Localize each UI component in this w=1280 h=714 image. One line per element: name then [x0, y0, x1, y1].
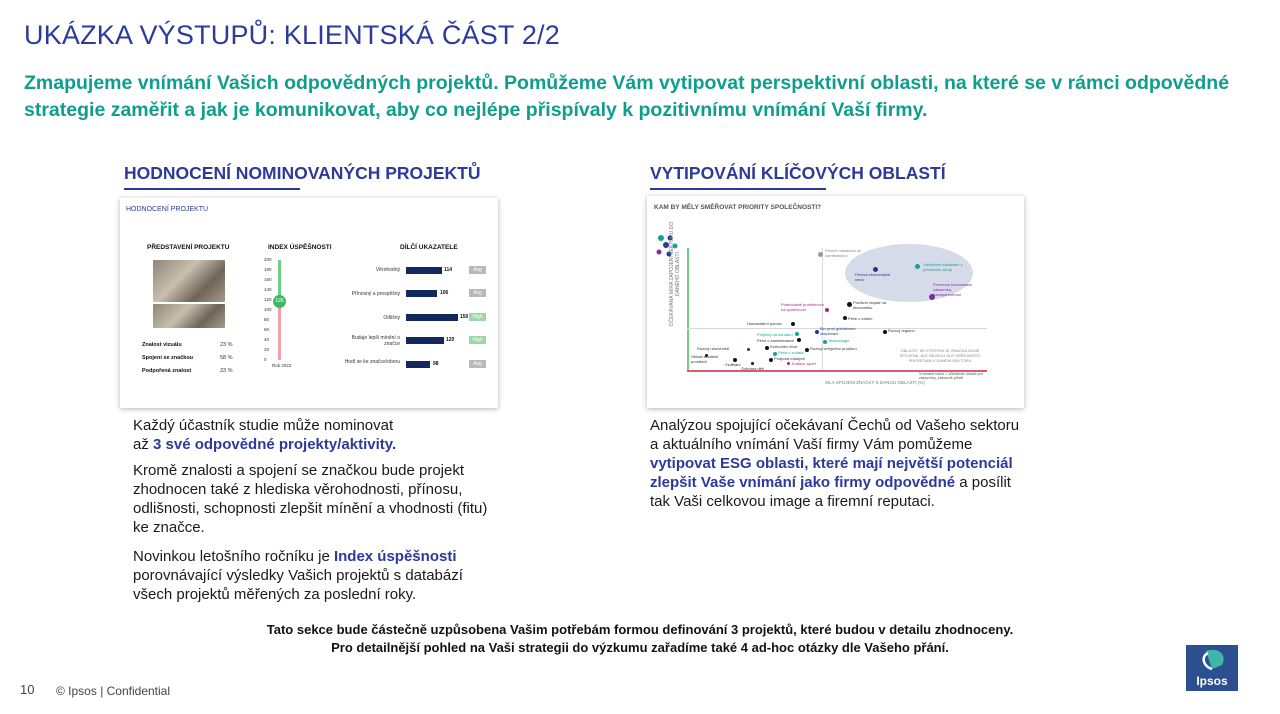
stat-value: 58 % [220, 355, 233, 361]
scatter-label: Pozitivní dopad na ekonomiku [853, 300, 886, 310]
axis-tick: 20 [264, 347, 270, 352]
axis-tick: 200 [264, 257, 272, 262]
slide-subtitle: Zmapujeme vnímání Vašich odpovědných projektů. Pomůžeme Vám vytipovat perspektivní oblasti, na které se v rámci odpovědné strategie zaměřit a jak je komunikovat, aby co nejlépe přispívaly k pozitivnímu vnímání Vaší firmy. [24, 72, 1230, 121]
scatter-label: Prevence komunikace zákazníka, transparentnost [933, 282, 973, 297]
project-evaluation-card [120, 198, 498, 408]
axis-tick: 40 [264, 337, 270, 342]
page-number: 10 [20, 682, 35, 697]
stat-label: Spojení se značkou [142, 355, 194, 361]
p3-prefix: Novinkou letošního ročníku je [133, 548, 334, 565]
scatter-label: Péče o zaměstnance [757, 338, 795, 343]
axis-tick: 180 [264, 267, 272, 272]
corner-note: OBLASTI, SE KTERÝMI JE ZNAČKA SILNĚ SPOJENA, ALE NEJSOU DLE VEŘEJNOSTI PRIORITAMI V DANÉM SEKTORU [899, 348, 981, 363]
indicator-label: Hodí se ke značce/oboru [344, 359, 400, 365]
slide-title: UKÁZKA VÝSTUPŮ: KLIENTSKÁ ČÁST 2/2 [24, 20, 560, 50]
indicator-bar [406, 361, 430, 368]
indicator-value: 98 [433, 361, 439, 367]
right-p-suffix: a posílit tak Vaši celkovou image a firemní reputaci. [650, 474, 1011, 510]
col-project-intro: PŘEDSTAVENÍ PROJEKTU [147, 244, 230, 251]
p1-prefix: až [133, 436, 154, 453]
scatter-label: Péče o zdraví [848, 316, 873, 321]
left-section-heading: HODNOCENÍ NOMINOVANÝCH PROJEKTŮ [124, 163, 481, 183]
scatter-label: Oblast sociálně prostředí [691, 354, 719, 364]
scatter-label: Bio prod globálnímu oteplování [820, 326, 856, 336]
axis-tick: 60 [264, 327, 270, 332]
gauge-low-segment [278, 308, 281, 360]
indicator-bar [406, 267, 442, 274]
footer-confidential: © Ipsos | Confidential [56, 684, 171, 698]
index-caption: Rok 2022 [272, 363, 292, 368]
scatter-label: Rozvoj veřejného prostoru [810, 346, 857, 351]
axis-tick: 0 [264, 357, 267, 362]
axis-tick: 120 [264, 297, 272, 302]
indicator-value: 106 [440, 290, 449, 296]
scatter-label: Udržitelné nakládání s přírodními zdroji [923, 262, 963, 272]
x-axis-label: SÍLA SPOJENÍ ZNAČKY S DANOU OBLASTÍ (%) [825, 380, 925, 385]
scatter-label: Vzdělání [725, 362, 741, 367]
right-p-highlight: vytipovat ESG oblasti, které mají největší potenciál zlepšit Vaše vnímání jako firmy odpovědné [650, 455, 1013, 491]
col-sub-indicators: DÍLČÍ UKAZATELE [400, 244, 458, 251]
scatter-point [818, 252, 823, 257]
scatter-point [843, 316, 847, 320]
indicator-badge: High [469, 313, 486, 321]
indicator-label: Odlišný [383, 315, 400, 321]
scatter-label: Podpora mladých [774, 356, 806, 361]
indicator-badge: Avg [469, 289, 486, 297]
indicator-label: Přínosný a prospěšný [351, 291, 400, 297]
scatter-point [847, 302, 852, 307]
scatter-label: Péče o zvířata [778, 350, 804, 355]
indicator-label: Buduje lepší mínění o značce [351, 335, 400, 347]
scatter-point [797, 338, 801, 342]
indicator-badge: Avg [469, 266, 486, 274]
scatter-label: Férové nakládání se zaměstnanci [825, 248, 862, 258]
y-axis-green [687, 248, 689, 370]
indicator-bar [406, 290, 437, 297]
stat-value: 33 % [220, 368, 233, 374]
scatter-label: Projekty na ochranu [757, 332, 793, 337]
scatter-point [787, 362, 790, 365]
left-paragraph-2: Kromě znalosti a spojení se značkou bude projekt zhodnocen také z hlediska věrohodnosti, přínosu, odlišnosti, schopnosti zlepšit mínění a vhodnosti (fitu) ke značce. [133, 462, 488, 536]
indicator-badge: Avg [469, 360, 486, 368]
project-photo-2 [153, 304, 225, 328]
indicator-value: 150 [460, 314, 469, 320]
indicator-label: Věrohodný [375, 267, 400, 273]
scatter-label: Ochrana dětí [741, 366, 765, 371]
ipsos-logo [1186, 645, 1238, 691]
left-paragraph-1 [133, 416, 503, 454]
legend-note: Vnímané riziko = důležitost oblasti pro zákazníky, zákazník příště [919, 372, 984, 380]
stat-value: 23 % [220, 342, 233, 348]
note-line-2: Pro detailnější pohled na Vaši strategii do výzkumu zařadíme také 4 ad-hoc otázky dle Vašeho přání. [331, 640, 949, 655]
project-photo-1 [153, 260, 225, 302]
note-line-1: Tato sekce bude částečně uzpůsobena Vašim potřebám formou definování 3 projektů, které budou v detailu zhodnoceny. [266, 622, 1014, 637]
indicator-value: 114 [444, 267, 453, 273]
p1-line-a: Každý účastník studie může nominovat [133, 417, 394, 434]
scatter-point [747, 348, 750, 351]
scatter-point [883, 330, 887, 334]
scatter-point [765, 346, 769, 350]
indicator-bar [406, 337, 444, 344]
scatter-label: Rozvoj nerovnosti [697, 346, 729, 351]
card-title: KAM BY MĚLY SMĚŘOVAT PRIORITY SPOLEČNOSTI? [654, 204, 822, 211]
card-title: HODNOCENÍ PROJEKTU [126, 206, 209, 213]
p3-suffix: porovnávající výsledky Vašich projektů s databází všech projektů měřených za poslední roky. [133, 567, 463, 603]
scatter-label: Rozvoj regionu [888, 328, 915, 333]
scatter-point [915, 264, 920, 269]
right-heading-underline [650, 188, 826, 190]
scatter-point [805, 348, 809, 352]
axis-tick: 160 [264, 277, 272, 282]
scatter-point [769, 358, 773, 362]
right-paragraph [650, 416, 1025, 511]
stat-label: Podpořená znalost [142, 368, 192, 374]
indicator-badge: High [469, 336, 486, 344]
stat-label: Znalost vizuálu [142, 342, 182, 348]
key-areas-card [647, 196, 1024, 408]
scatter-label: Férová ekonomická cena [855, 272, 890, 282]
indicator-value: 120 [446, 337, 455, 343]
scatter-point [791, 322, 795, 326]
scatter-point [751, 362, 754, 365]
y-axis-label: OČEKÁVANÁ MÍRA ZAPOJENÍ SEKTORU DO DANÉHO OBLASTI [669, 221, 681, 327]
scatter-label: Potenciálně problémové na společnost [781, 302, 824, 312]
scatter-point [823, 340, 827, 344]
axis-tick: 100 [264, 307, 272, 312]
left-heading-underline [124, 188, 300, 190]
right-p-prefix: Analýzou spojující očekávaní Čechů od Vašeho sektoru a aktuálního vnímání Vaší firmy Vám pomůžeme [650, 417, 1020, 453]
indicator-bar [406, 314, 458, 321]
index-marker: 126 [273, 295, 286, 308]
p1-highlight: 3 své odpovědné projekty/aktivity. [153, 436, 397, 453]
scatter-label: Kultura, sport [792, 361, 816, 366]
scatter-label: Komunitní život [770, 344, 798, 349]
left-paragraph-3 [133, 547, 503, 604]
p3-highlight: Index úspěšnosti [333, 548, 457, 565]
col-success-index: INDEX ÚSPĚŠNOSTI [268, 244, 332, 251]
scatter-point [795, 332, 799, 336]
logo-text: Ipsos [1196, 674, 1228, 688]
scatter-label: Humanitární pomoc [747, 321, 782, 326]
axis-tick: 140 [264, 287, 272, 292]
p1-line-b [133, 435, 503, 454]
scatter-point [815, 330, 819, 334]
right-section-heading: VYTIPOVÁNÍ KLÍČOVÝCH OBLASTÍ [650, 163, 946, 183]
success-index-gauge [258, 257, 308, 372]
axis-tick: 80 [264, 317, 270, 322]
scatter-label: Technologie [828, 338, 850, 343]
